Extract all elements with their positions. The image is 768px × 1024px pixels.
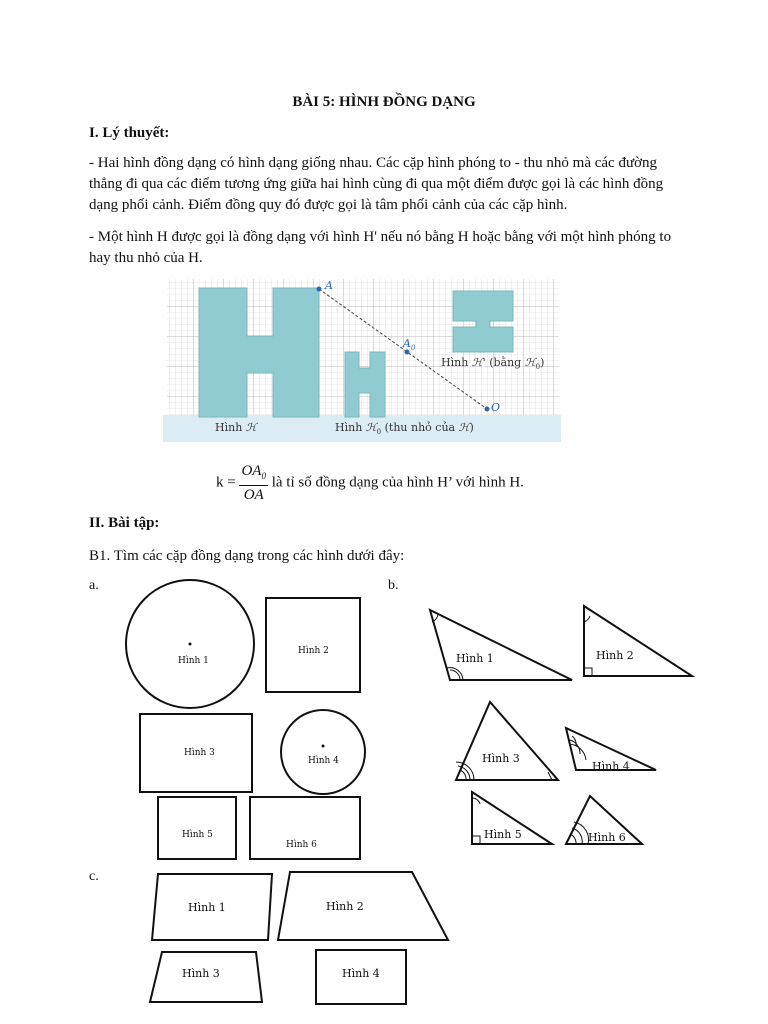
shape-h-prime bbox=[453, 291, 513, 352]
a-label-4: Hình 4 bbox=[308, 756, 339, 766]
theory-paragraph-2: - Một hình H được gọi là đồng dạng với hình H' nếu nó bằng H hoặc bằng với một hình phóng to hay thu nhỏ của H. bbox=[89, 229, 672, 266]
c-label-4: Hình 4 bbox=[342, 967, 380, 980]
b-angle-mark-3c bbox=[456, 762, 474, 780]
similar-h-figure bbox=[163, 276, 561, 442]
a-shape-4-center bbox=[322, 745, 325, 748]
part-a-figure bbox=[120, 578, 370, 860]
b-shape-1-triangle bbox=[430, 610, 572, 680]
ratio-prefix: k = bbox=[216, 474, 236, 491]
a-shape-1-center bbox=[189, 643, 192, 646]
b-label-6: Hình 6 bbox=[588, 831, 626, 844]
a-label-6: Hình 6 bbox=[286, 840, 317, 850]
part-a-label: a. bbox=[89, 578, 99, 593]
point-a0-dot bbox=[405, 350, 410, 355]
point-o-label: O bbox=[491, 401, 501, 414]
b-label-4: Hình 4 bbox=[592, 760, 630, 773]
ratio-fraction bbox=[239, 462, 268, 504]
a-label-2: Hình 2 bbox=[298, 646, 329, 656]
theory-heading: I. Lý thuyết: bbox=[89, 125, 170, 141]
label-h-prime: Hình ℋ' (bằng ℋ$_0$) bbox=[441, 356, 545, 371]
b-shape-3-triangle bbox=[456, 702, 558, 780]
point-a-label: A bbox=[325, 279, 333, 292]
part-c-figure bbox=[140, 866, 460, 1016]
ratio-description: là tỉ số đồng dạng của hình H’ với hình H. bbox=[271, 474, 524, 491]
b-angle-mark-3a bbox=[460, 770, 466, 780]
b-right-angle-5 bbox=[472, 836, 480, 844]
c-label-3: Hình 3 bbox=[182, 967, 220, 980]
point-a0-label: $A_0$ bbox=[403, 337, 416, 352]
c-label-2: Hình 2 bbox=[326, 900, 364, 913]
b-shape-2-triangle bbox=[584, 606, 692, 676]
b-angle-mark-5 bbox=[472, 798, 480, 804]
point-o-dot bbox=[485, 407, 490, 412]
b-label-1: Hình 1 bbox=[456, 652, 494, 665]
a-label-1: Hình 1 bbox=[178, 656, 209, 666]
ratio-formula bbox=[216, 462, 524, 504]
label-h0: Hình ℋ$_0$ (thu nhỏ của ℋ) bbox=[335, 421, 474, 436]
page-title: BÀI 5: HÌNH ĐỒNG DẠNG bbox=[292, 94, 476, 110]
ratio-numerator: $OA_0$ bbox=[239, 462, 268, 486]
label-h: Hình ℋ bbox=[215, 421, 257, 434]
b-label-3: Hình 3 bbox=[482, 752, 520, 765]
a-shape-5-rectangle bbox=[158, 797, 236, 859]
ratio-denominator: OA bbox=[243, 487, 264, 503]
part-c-label: c. bbox=[89, 869, 99, 884]
a-label-3: Hình 3 bbox=[184, 748, 215, 758]
b-label-2: Hình 2 bbox=[596, 649, 634, 662]
b-right-angle-2 bbox=[584, 668, 592, 676]
b-label-5: Hình 5 bbox=[484, 828, 522, 841]
theory-paragraph-1: - Hai hình đồng dạng có hình dạng giống nhau. Các cặp hình phóng to - thu nhỏ mà các đường thẳng đi qua các điểm tương ứng giữa hai hình cùng đi qua một điểm được gọi là các hình đồng dạng phối cảnh. Điểm đồng quy đó được gọi là tâm phối cảnh của các cặp hình. bbox=[89, 155, 664, 213]
part-b-label: b. bbox=[388, 578, 399, 593]
part-b-figure bbox=[420, 600, 700, 848]
exercises-heading: II. Bài tập: bbox=[89, 515, 160, 531]
point-a-dot bbox=[317, 287, 322, 292]
c-label-1: Hình 1 bbox=[188, 901, 226, 914]
a-shape-4-circle bbox=[281, 710, 365, 794]
b-angle-mark-1b bbox=[450, 670, 460, 680]
exercise-b1: B1. Tìm các cặp đồng dạng trong các hình dưới đây: bbox=[89, 548, 405, 564]
a-shape-2-square bbox=[266, 598, 360, 692]
a-label-5: Hình 5 bbox=[182, 830, 213, 840]
